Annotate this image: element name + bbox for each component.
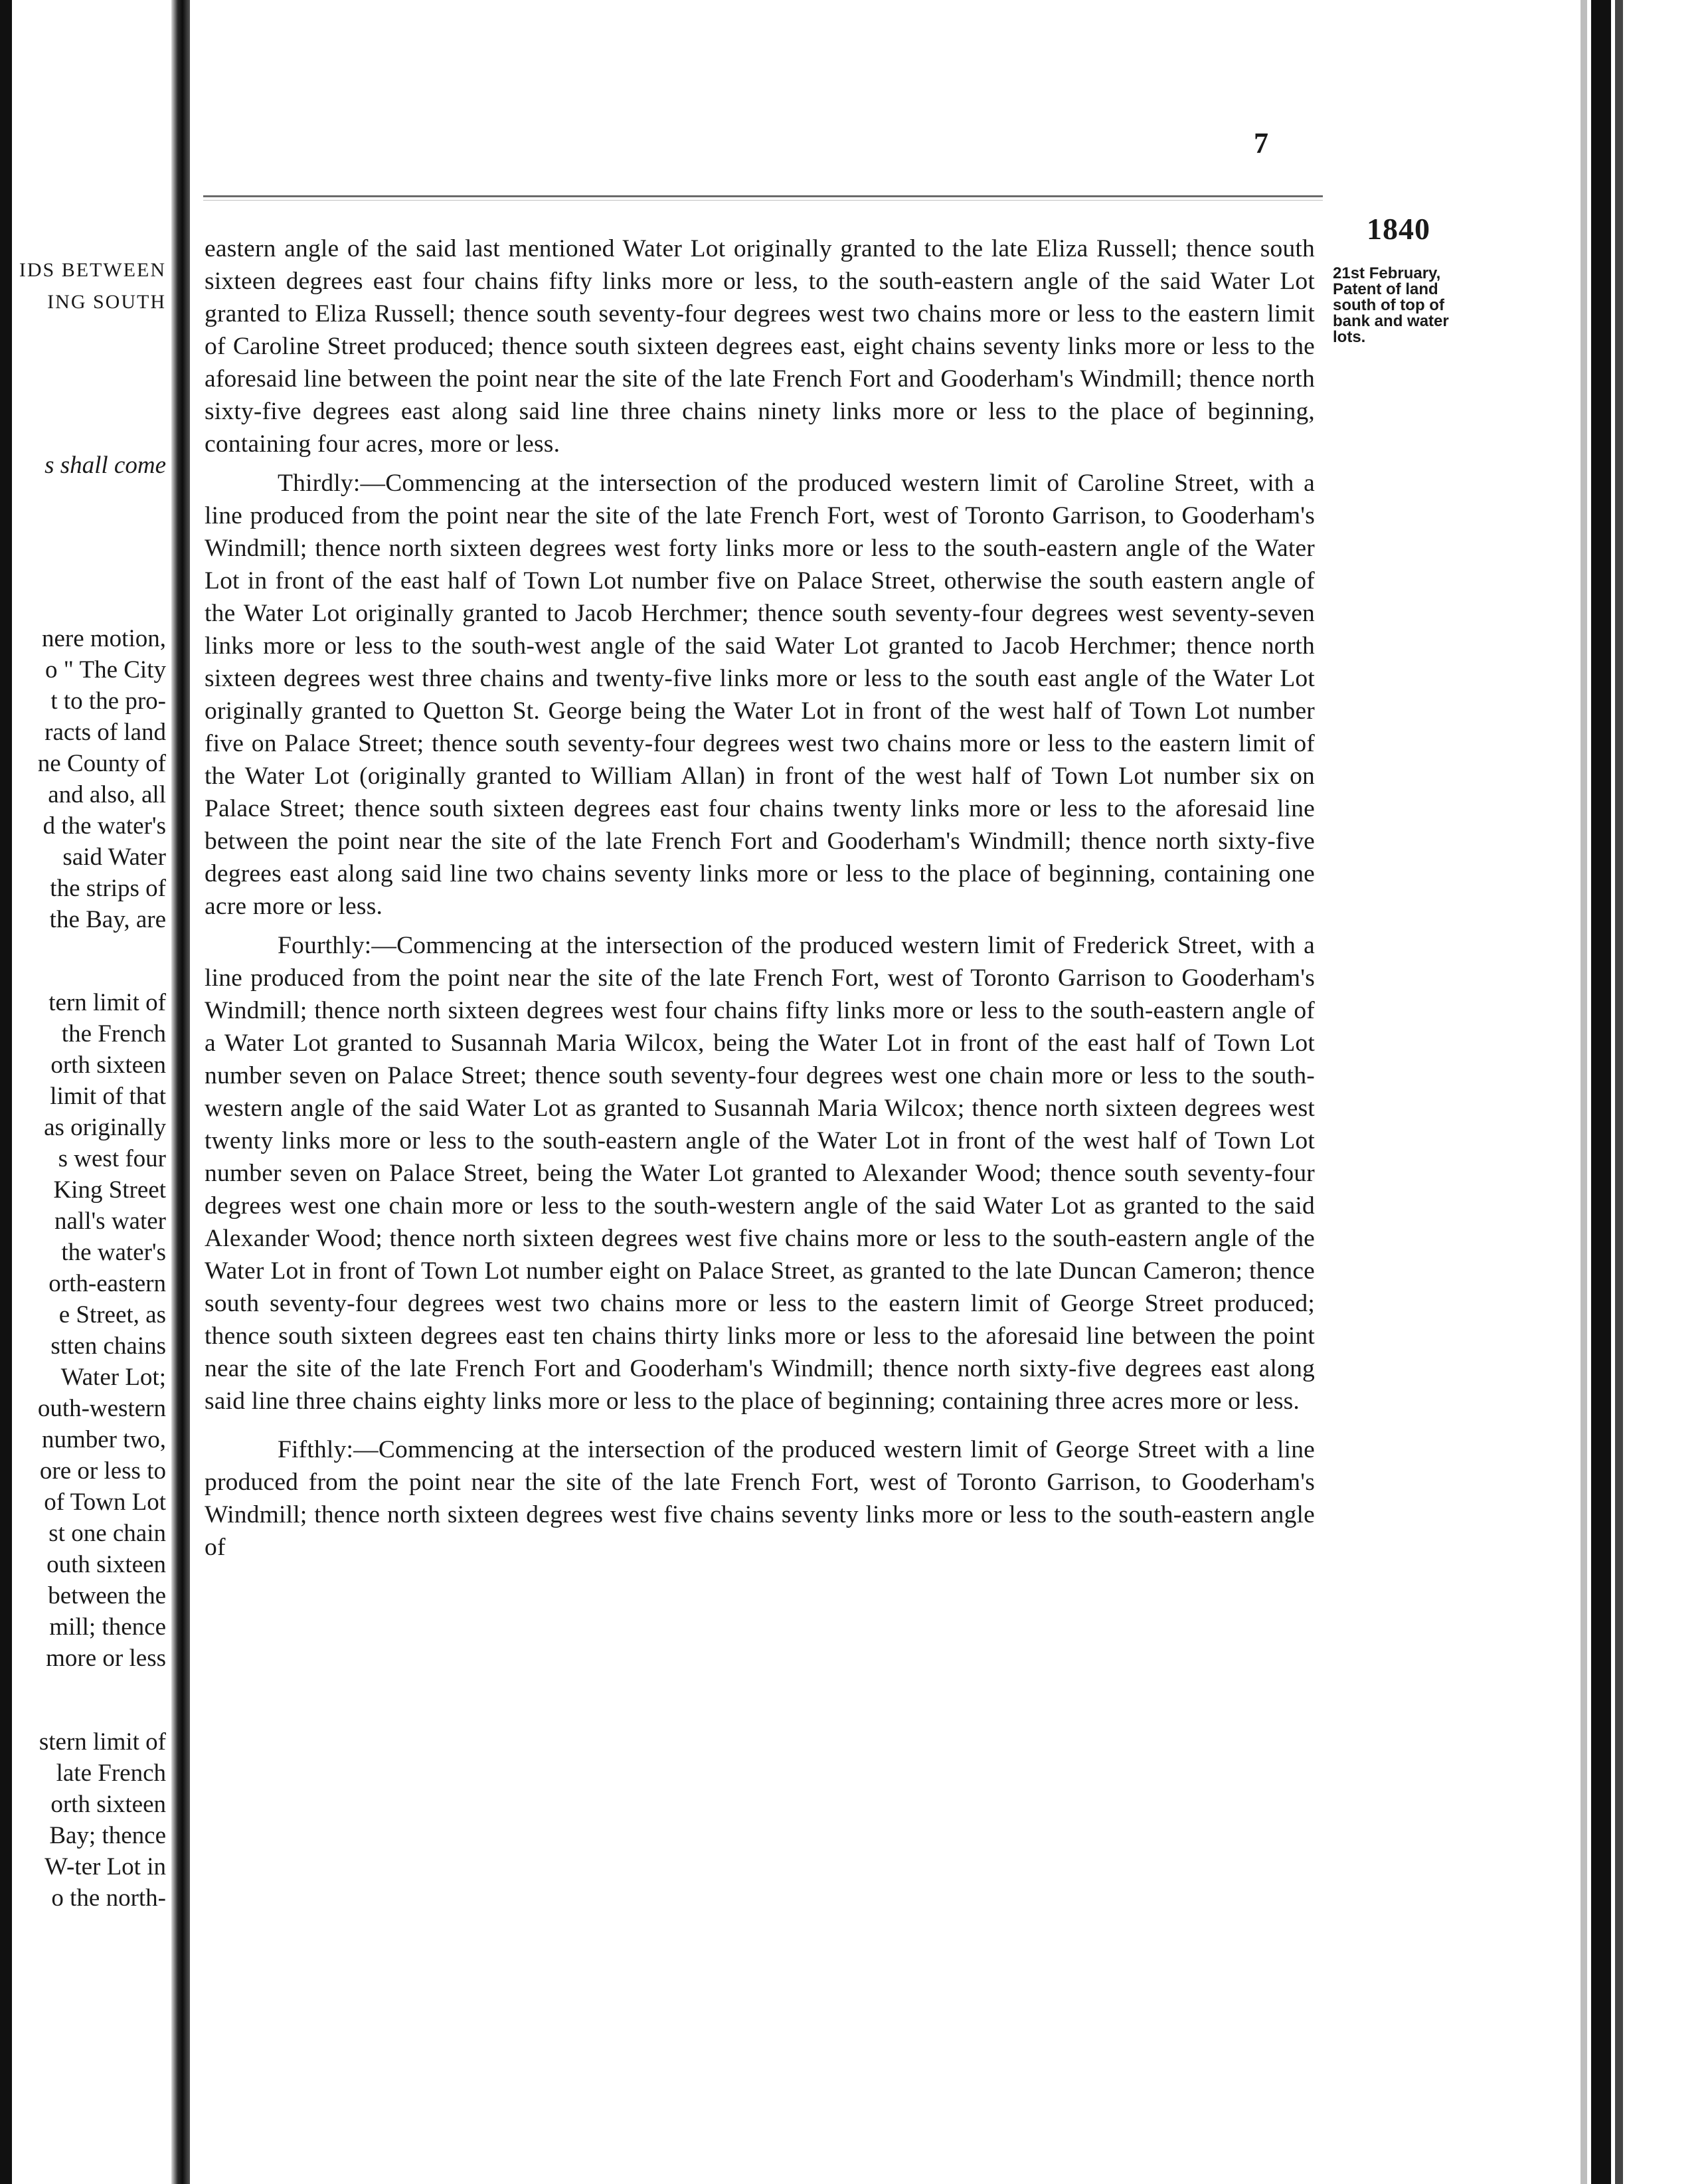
page-edge-dark [1591, 0, 1611, 2184]
facing-line: tern limit of [48, 989, 166, 1016]
paragraph-thirdly: Thirdly:—Commencing at the intersection of the produced western limit of Caroline Street, with a line produced from the point near the site of the late French Fort, west of Toronto Garrison, to Gooderham's Windmill; thence north sixteen degrees west forty links more or less to the south-eastern angle of the Water Lot in front of the east half of Town Lot number five on Palace Street, otherwise the south eastern angle of the Water Lot originally granted to Jacob Herchmer; thence south seventy-four degrees west seventy-seven links more or less to the south-west angle of the said Water Lot granted to Jacob Herchmer; thence north sixteen degrees west three chains and twenty-five links more or less to the south east angle of the Water Lot originally granted to Quetton St. George being the Water Lot in front of the west half of Town Lot number five on Palace Street; thence south seventy-four degrees west two chains more or less to the eastern limit of the Water Lot (originally granted to William Allan) in front of the west half of Town Lot number six on Palace Street; thence south sixteen degrees east four chains twenty links more or less to the aforesaid line between the point near the site of the late French Fort and Gooderham's Windmill; thence north sixty-five degrees east along said line two chains seventy links more or less to the place of beginning, containing one acre more or less. [205, 470, 1315, 920]
margin-year: 1840 [1367, 212, 1430, 246]
facing-line: IDS BETWEEN [19, 259, 166, 281]
facing-line: stern limit of [39, 1728, 166, 1756]
facing-line: and also, all [48, 781, 166, 808]
facing-line: late French [56, 1760, 166, 1787]
facing-line: orth sixteen [50, 1051, 166, 1079]
facing-line: stten chains [50, 1332, 166, 1360]
facing-line: ING SOUTH [47, 291, 166, 313]
facing-line: as originally [44, 1114, 166, 1141]
facing-line: the water's [61, 1239, 166, 1266]
facing-line: orth sixteen [50, 1791, 166, 1818]
margin-note-line: Patent of land [1333, 280, 1438, 298]
body-text [205, 232, 1315, 1564]
paragraph-continuation: eastern angle of the said last mentioned Water Lot originally granted to the late Eliza Russell; thence south sixteen degrees east four chains fifty links more or less, to the south-eastern angle of the said Water Lot granted to Eliza Russell; thence south seventy-four degrees west two chains more or less to the eastern limit of Caroline Street produced; thence south sixteen degrees east, eight chains seventy links more or less to the aforesaid line between the point near the site of the late French Fort and Gooderham's Windmill; thence north sixty-five degrees east along said line three chains ninety links more or less to the place of beginning, containing four acres, more or less. [205, 235, 1315, 458]
facing-line: t to the pro- [50, 687, 166, 715]
facing-line: d the water's [43, 812, 166, 840]
facing-line: outh sixteen [46, 1551, 166, 1578]
facing-line: nere motion, [41, 625, 166, 652]
facing-line: said Water [62, 844, 166, 871]
paragraph-fourthly: Fourthly:—Commencing at the intersection of the produced western limit of Frederick Street, with a line produced from the point near the site of the late French Fort, west of Toronto Garrison to Gooderham's Windmill; thence north sixteen degrees west four chains fifty links more or less to the south-eastern angle of a Water Lot granted to Susannah Maria Wilcox, being the Water Lot in front of the east half of Town Lot number seven on Palace Street; thence south seventy-four degrees west one chain more or less to the south-western angle of the said Water Lot as granted to Susannah Maria Wilcox; thence north sixteen degrees west twenty links more or less to the south-eastern angle of the Water Lot in front of the west half of Town Lot number seven on Palace Street, being the Water Lot granted to Alexander Wood; thence south seventy-four degrees west one chain more or less to the south-western angle of the said Water Lot as granted to the said Alexander Wood; thence north sixteen degrees west five chains more or less to the south-eastern angle of the Water Lot in front of Town Lot number eight on Palace Street, as granted to the late Duncan Cameron; thence south seventy-four degrees west two chains more or less to the eastern limit of George Street produced; thence south sixteen degrees east ten chains thirty links more or less to the aforesaid line between the point near the site of the late French Fort and Gooderham's Windmill; thence north sixty-five degrees east along said line three chains eighty links more or less to the place of beginning; containing three acres more or less. [205, 932, 1315, 1415]
facing-line: st one chain [48, 1520, 166, 1547]
facing-line: nall's water [54, 1208, 166, 1235]
facing-line: of Town Lot [44, 1489, 166, 1516]
facing-line: ne County of [37, 750, 166, 777]
facing-line: limit of that [50, 1083, 166, 1110]
paragraph-fifthly: Fifthly:—Commencing at the intersection of the produced western limit of George Street with a line produced from the point near the site of the late French Fort, west of Toronto Garrison, to Gooderham's Windmill; thence north sixteen degrees west five chains seventy links more or less to the south-eastern angle of [205, 1436, 1315, 1561]
page-edge [1580, 0, 1587, 2184]
facing-line: the strips of [50, 875, 166, 902]
facing-line: ore or less to [39, 1457, 166, 1485]
facing-line: o the north- [51, 1884, 166, 1912]
facing-line: outh-western [37, 1395, 166, 1422]
facing-line: W-ter Lot in [44, 1853, 166, 1880]
facing-line: s west four [58, 1145, 166, 1172]
facing-line: Bay; thence [49, 1822, 166, 1849]
page-edge-shadow [1615, 0, 1623, 2184]
facing-line: racts of land [44, 719, 166, 746]
facing-line: the French [61, 1020, 166, 1047]
binding-gutter [171, 0, 190, 2184]
facing-line: s shall come [44, 452, 166, 479]
margin-note-line: south of top of [1333, 296, 1444, 314]
header-rule [203, 195, 1323, 197]
facing-line: orth-eastern [48, 1270, 166, 1297]
facing-page-fragment [0, 0, 169, 2184]
facing-line: mill; thence [49, 1613, 166, 1641]
facing-line: Water Lot; [60, 1364, 166, 1391]
facing-line: number two, [41, 1426, 166, 1453]
facing-line: between the [48, 1582, 166, 1609]
margin-note-line: 21st February, [1333, 264, 1441, 282]
header-rule-shadow [203, 200, 1323, 201]
page-number: 7 [1254, 127, 1268, 159]
margin-note-line: lots. [1333, 328, 1366, 346]
facing-line: more or less [46, 1645, 166, 1672]
facing-line: the Bay, are [49, 906, 166, 933]
margin-note [1333, 266, 1502, 345]
margin-note-line: bank and water [1333, 312, 1449, 330]
facing-line: e Street, as [58, 1301, 166, 1328]
facing-line: o " The City [45, 656, 166, 683]
facing-line: King Street [53, 1176, 166, 1204]
